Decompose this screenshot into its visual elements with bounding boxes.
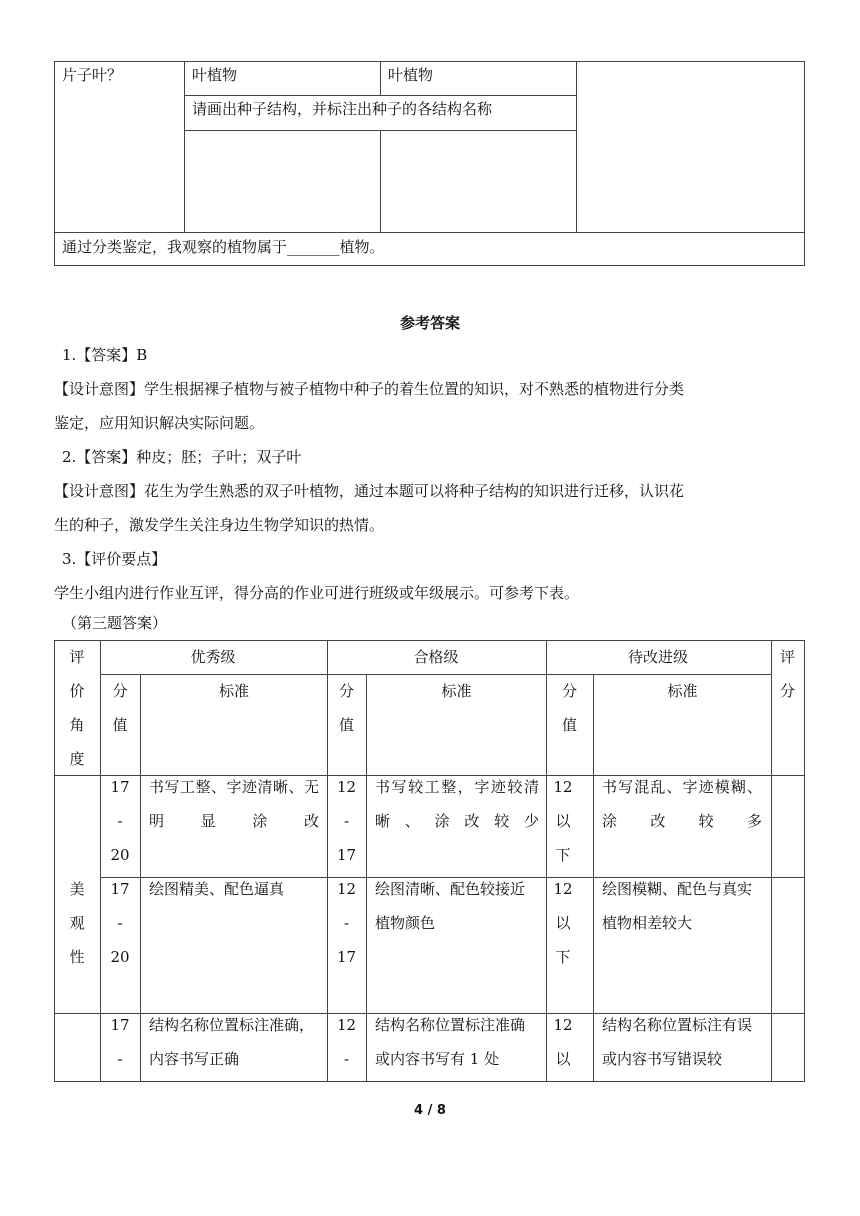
- row2-excellent-score: 17 - 20: [110, 880, 130, 966]
- top-table: [54, 61, 805, 266]
- subheader-score-excellent: 分 值: [112, 682, 128, 734]
- row2-improve-standard: 绘图模糊、配色与真实植物相差较大: [602, 880, 753, 932]
- subheader-standard-pass: 标准: [441, 682, 472, 700]
- row3-improve-score: 12 以: [553, 1016, 573, 1068]
- q2-intent-line-1: 【设计意图】花生为学生熟悉的双子叶植物，通过本题可以将种子结构的知识进行迁移，认识花: [54, 482, 685, 500]
- header-evaluation-angle: 评 价 角 度: [69, 648, 85, 768]
- row3-excellent-score: 17 -: [110, 1016, 130, 1068]
- q1-answer: 1.【答案】B: [62, 346, 148, 364]
- row1-pass-score: 12 - 17: [336, 778, 357, 864]
- row2-excellent-standard: 绘图精美、配色逼真: [149, 880, 285, 898]
- page-number: 4 / 8: [414, 1103, 446, 1118]
- header-needs-improvement: 待改进级: [627, 648, 688, 666]
- q3-caption: （第三题答案）: [62, 614, 168, 632]
- row1-improve-score: 12 以 下: [553, 778, 573, 864]
- row2-pass-score: 12 - 17: [336, 880, 357, 966]
- row2-pass-standard: 绘图清晰、配色较接近植物颜色: [375, 880, 526, 932]
- section-heading: 参考答案: [399, 314, 460, 332]
- header-score: 评 分: [779, 648, 795, 700]
- q3-text: 学生小组内进行作业互评，得分高的作业可进行班级或年级展示。可参考下表。: [54, 584, 580, 602]
- row1-excellent-score: 17 - 20: [110, 778, 130, 864]
- q1-intent-line-2: 鉴定，应用知识解决实际问题。: [54, 414, 265, 432]
- subheader-standard-improve: 标准: [667, 682, 698, 700]
- top-table-row-label: 片子叶？: [62, 66, 123, 84]
- top-table-col-1-header: 叶植物: [192, 66, 238, 84]
- header-pass: 合格级: [413, 648, 459, 666]
- subheader-standard-excellent: 标准: [218, 682, 249, 700]
- subheader-score-improve: 分 值: [561, 682, 577, 734]
- q1-intent-line-1: 【设计意图】学生根据裸子植物与被子植物中种子的着生位置的知识，对不熟悉的植物进行分类: [54, 380, 685, 398]
- header-excellent: 优秀级: [190, 648, 236, 666]
- row3-improve-standard: 结构名称位置标注有误或内容书写错误较: [602, 1016, 753, 1068]
- row1-excellent-standard: 书写工整、字迹清晰、无明显涂改: [149, 778, 319, 830]
- row3-excellent-standard: 结构名称位置标注准确，内容书写正确: [149, 1016, 315, 1068]
- q2-intent-line-2: 生的种子，激发学生关注身边生物学知识的热情。: [54, 516, 385, 534]
- row3-pass-score: 12 -: [336, 1016, 357, 1068]
- q2-answer: 2.【答案】种皮；胚；子叶；双子叶: [62, 448, 302, 466]
- row1-improve-standard: 书写混乱、字迹模糊、涂改较多: [602, 778, 762, 830]
- top-table-footer: 通过分类鉴定，我观察的植物属于_______植物。: [62, 238, 385, 256]
- criterion-aesthetics: 美 观 性: [69, 880, 85, 966]
- top-table-drawing-instruction: 请画出种子结构，并标注出种子的各结构名称: [192, 100, 493, 118]
- row3-pass-standard: 结构名称位置标注准确或内容书写有 1 处: [375, 1016, 526, 1068]
- subheader-score-pass: 分 值: [338, 682, 354, 734]
- row2-improve-score: 12 以 下: [553, 880, 573, 966]
- q3-title: 3.【评价要点】: [62, 550, 167, 568]
- top-table-col-2-header: 叶植物: [388, 66, 434, 84]
- row1-pass-standard: 书写较工整，字迹较清晰、涂改较少: [375, 778, 539, 830]
